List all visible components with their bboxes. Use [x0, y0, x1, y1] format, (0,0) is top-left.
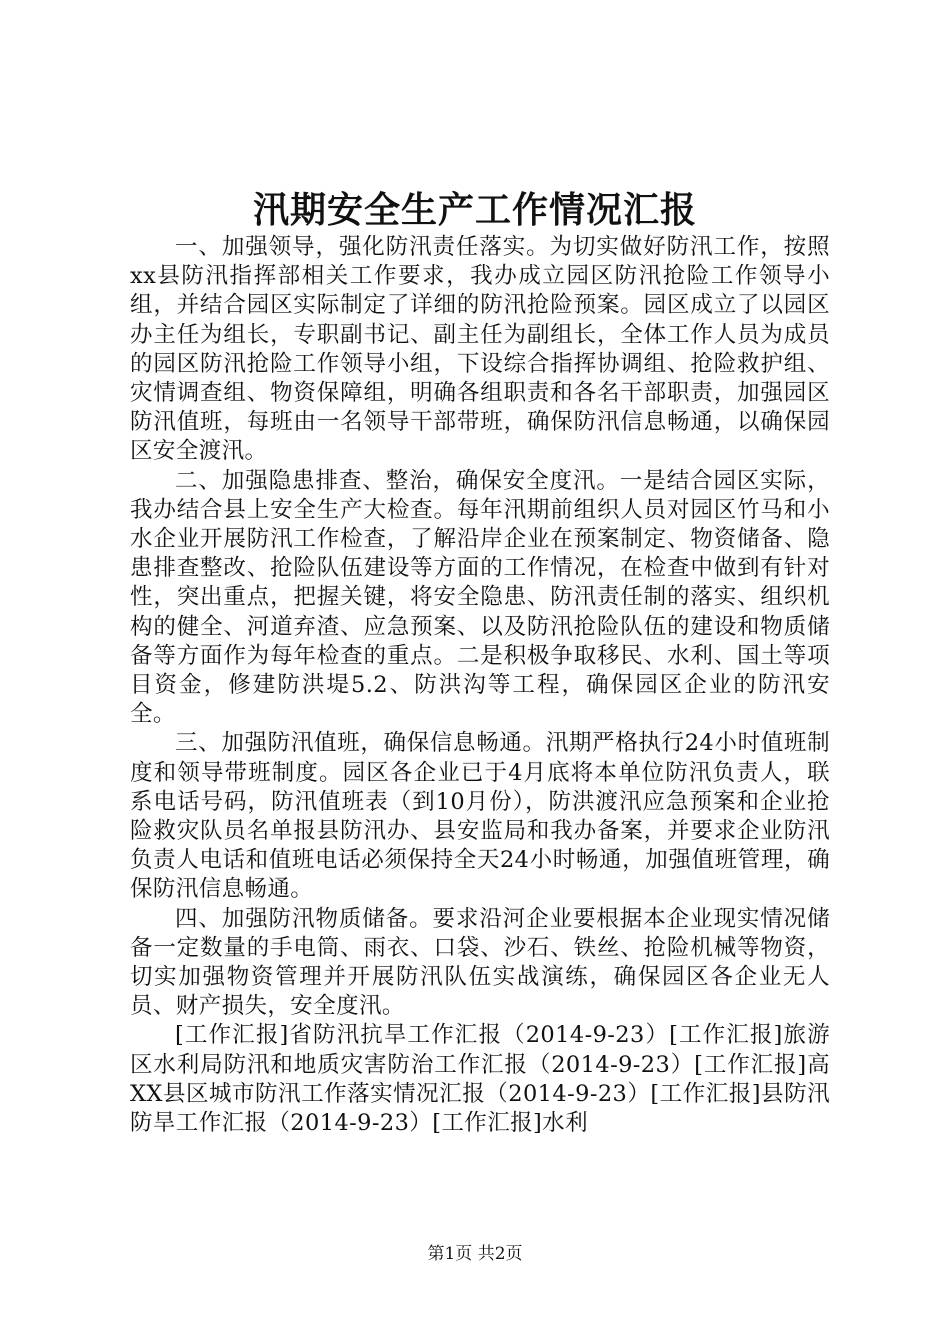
document-title: 汛期安全生产工作情况汇报: [252, 189, 697, 231]
document-body: [130, 233, 830, 1138]
page-footer: 第1页 共2页: [427, 1244, 523, 1264]
paragraph-duty-shift: 三、加强防汛值班，确保信息畅通。汛期严格执行24小时值班制度和领导带班制度。园区各企业已于4月底将本单位防汛负责人，联系电话号码，防汛值班表（到10月份），防洪渡汛应急预案和企业抢险救灾队员名单报县防汛办、县安监局和我办备案，并要求企业防汛负责人电话和值班电话必须保持全天24小时畅通，加强值班管理，确保防汛信息畅通。: [130, 730, 830, 903]
paragraph-material-reserve: 四、加强防汛物质储备。要求沿河企业要根据本企业现实情况储备一定数量的手电筒、雨衣、口袋、沙石、铁丝、抢险机械等物资，切实加强物资管理并开展防汛队伍实战演练，确保园区各企业无人员、财产损失，安全度汛。: [130, 905, 830, 1020]
paragraph-related-reports: [工作汇报]省防汛抗旱工作汇报（2014-9-23）[工作汇报]旅游区水利局防汛和地质灾害防治工作汇报（2014-9-23）[工作汇报]高XX县区城市防汛工作落实情况汇报（2014-9-23）[工作汇报]县防汛防旱工作汇报（2014-9-23）[工作汇报]水利: [130, 1022, 830, 1137]
paragraph-hazard-inspection: 二、加强隐患排查、整治，确保安全度汛。一是结合园区实际，我办结合县上安全生产大检查。每年汛期前组织人员对园区竹马和小水企业开展防汛工作检查，了解沿岸企业在预案制定、物资储备、隐患排查整改、抢险队伍建设等方面的工作情况，在检查中做到有针对性，突出重点，把握关键，将安全隐患、防汛责任制的落实、组织机构的健全、河道弃渣、应急预案、以及防汛抢险队伍的建设和物质储备等方面作为每年检查的重点。二是积极争取移民、水利、国土等项目资金，修建防洪堤5.2、防洪沟等工程，确保园区企业的防汛安全。: [130, 467, 830, 728]
paragraph-leadership: 一、加强领导，强化防汛责任落实。为切实做好防汛工作，按照xx县防汛指挥部相关工作要求，我办成立园区防汛抢险工作领导小组，并结合园区实际制定了详细的防汛抢险预案。园区成立了以园区办主任为组长，专职副书记、副主任为副组长，全体工作人员为成员的园区防汛抢险工作领导小组，下设综合指挥协调组、抢险救护组、灾情调查组、物资保障组，明确各组职责和各名干部职责，加强园区防汛值班，每班由一名领导干部带班，确保防汛信息畅通，以确保园区安全渡汛。: [130, 234, 830, 465]
